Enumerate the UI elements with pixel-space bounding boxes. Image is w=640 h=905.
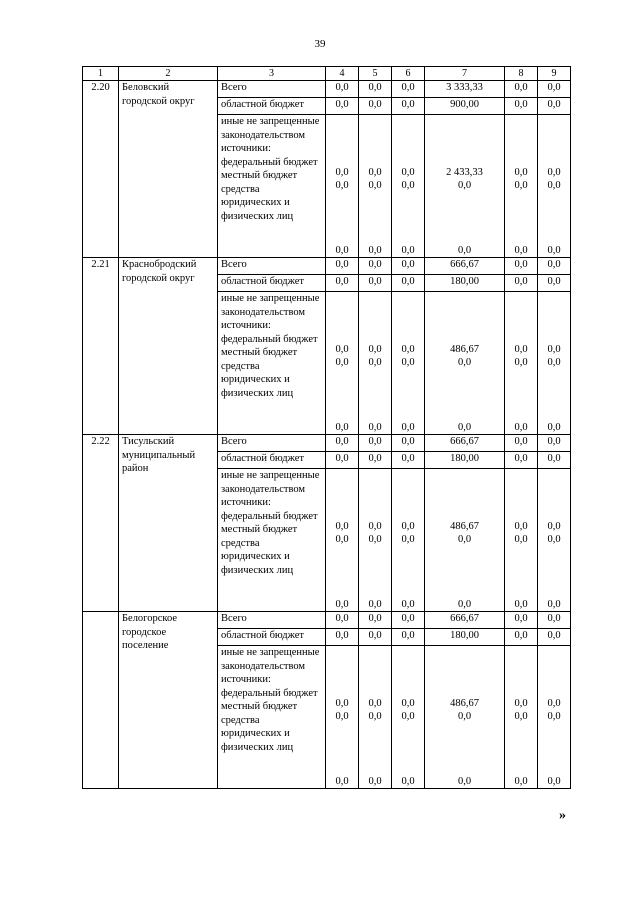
legal-value: 0,0 bbox=[368, 775, 382, 787]
federal-budget-label: федеральный бюджет bbox=[221, 333, 318, 345]
value-cell bbox=[538, 115, 571, 258]
value-cell: 0,0 bbox=[359, 81, 392, 98]
legal-entities-funds-label: средства юридических и физических лиц bbox=[221, 714, 294, 753]
table-body bbox=[83, 81, 571, 789]
value-cell: 0,0 bbox=[392, 435, 425, 452]
federal-value: 0,0 bbox=[514, 697, 528, 709]
legal-value: 0,0 bbox=[401, 421, 415, 433]
value-cell: 180,00 bbox=[425, 452, 505, 469]
value-cell: 0,0 bbox=[392, 629, 425, 646]
value-cell: 0,0 bbox=[392, 612, 425, 629]
table-row-total bbox=[83, 258, 571, 275]
local-value: 0,0 bbox=[335, 357, 349, 369]
federal-budget-label: федеральный бюджет bbox=[221, 687, 318, 699]
value-cell: 0,0 bbox=[538, 612, 571, 629]
value-cell: 666,67 bbox=[425, 612, 505, 629]
value-cell bbox=[326, 292, 359, 435]
value-cell bbox=[425, 469, 505, 612]
value-cell bbox=[425, 292, 505, 435]
funding-source-total-label: Всего bbox=[218, 81, 326, 98]
value-cell: 0,0 bbox=[359, 275, 392, 292]
other-sources-intro: иные не запрещенные законодательством источники: bbox=[221, 116, 320, 154]
value-cell: 0,0 bbox=[505, 629, 538, 646]
local-value: 0,0 bbox=[368, 180, 382, 192]
legal-value: 0,0 bbox=[514, 244, 528, 256]
legal-value: 0,0 bbox=[457, 775, 472, 787]
legal-value: 0,0 bbox=[457, 421, 472, 433]
value-cell: 0,0 bbox=[505, 81, 538, 98]
legal-value: 0,0 bbox=[335, 421, 349, 433]
value-cell: 666,67 bbox=[425, 258, 505, 275]
value-cell: 0,0 bbox=[326, 275, 359, 292]
legal-entities-funds-label: средства юридических и физических лиц bbox=[221, 183, 294, 222]
federal-value: 0,0 bbox=[514, 166, 528, 178]
value-cell: 666,67 bbox=[425, 435, 505, 452]
federal-value: 0,0 bbox=[401, 520, 415, 532]
local-value: 0,0 bbox=[457, 180, 472, 192]
value-cell: 0,0 bbox=[359, 612, 392, 629]
legal-value: 0,0 bbox=[547, 775, 561, 787]
legal-entities-funds-label: средства юридических и физических лиц bbox=[221, 537, 294, 576]
value-cell: 0,0 bbox=[392, 258, 425, 275]
value-cell: 0,0 bbox=[326, 435, 359, 452]
value-cell: 0,0 bbox=[392, 81, 425, 98]
value-cell bbox=[392, 115, 425, 258]
federal-value: 0,0 bbox=[401, 166, 415, 178]
local-value: 0,0 bbox=[547, 534, 561, 546]
legal-value: 0,0 bbox=[514, 421, 528, 433]
local-value: 0,0 bbox=[401, 534, 415, 546]
legal-value: 0,0 bbox=[368, 244, 382, 256]
federal-value: 486,67 bbox=[450, 520, 479, 532]
federal-value: 0,0 bbox=[547, 343, 561, 355]
federal-value: 486,67 bbox=[450, 697, 479, 709]
local-value: 0,0 bbox=[401, 357, 415, 369]
value-cell: 0,0 bbox=[326, 452, 359, 469]
value-cell: 0,0 bbox=[326, 81, 359, 98]
local-value: 0,0 bbox=[514, 711, 528, 723]
legal-value: 0,0 bbox=[368, 421, 382, 433]
value-cell bbox=[505, 646, 538, 789]
funding-source-total-label: Всего bbox=[218, 435, 326, 452]
value-cell: 0,0 bbox=[326, 629, 359, 646]
local-value: 0,0 bbox=[335, 711, 349, 723]
municipality-name: Тисульский муниципальный район bbox=[119, 435, 218, 612]
value-cell: 0,0 bbox=[505, 258, 538, 275]
local-value: 0,0 bbox=[457, 357, 472, 369]
column-header: 5 bbox=[359, 67, 392, 81]
federal-value: 486,67 bbox=[450, 343, 479, 355]
legal-value: 0,0 bbox=[514, 775, 528, 787]
value-cell bbox=[505, 292, 538, 435]
federal-value: 0,0 bbox=[368, 520, 382, 532]
local-value: 0,0 bbox=[514, 180, 528, 192]
value-cell bbox=[359, 292, 392, 435]
local-value: 0,0 bbox=[368, 534, 382, 546]
value-cell: 0,0 bbox=[538, 629, 571, 646]
value-cell bbox=[359, 469, 392, 612]
value-cell: 0,0 bbox=[538, 258, 571, 275]
legal-value: 0,0 bbox=[335, 598, 349, 610]
row-code bbox=[83, 612, 119, 789]
local-value: 0,0 bbox=[335, 180, 349, 192]
federal-budget-label: федеральный бюджет bbox=[221, 156, 318, 168]
federal-value: 0,0 bbox=[368, 697, 382, 709]
local-value: 0,0 bbox=[514, 534, 528, 546]
municipality-name: Белогорское городское поселение bbox=[119, 612, 218, 789]
federal-value: 0,0 bbox=[335, 166, 349, 178]
value-cell: 0,0 bbox=[359, 98, 392, 115]
value-cell bbox=[359, 115, 392, 258]
funding-source-other-label bbox=[218, 469, 326, 612]
federal-value: 0,0 bbox=[514, 343, 528, 355]
local-value: 0,0 bbox=[547, 711, 561, 723]
legal-value: 0,0 bbox=[335, 244, 349, 256]
value-cell bbox=[326, 115, 359, 258]
row-code: 2.21 bbox=[83, 258, 119, 435]
value-cell: 0,0 bbox=[505, 98, 538, 115]
legal-value: 0,0 bbox=[401, 775, 415, 787]
federal-value: 0,0 bbox=[401, 343, 415, 355]
legal-value: 0,0 bbox=[547, 421, 561, 433]
funding-source-other-label bbox=[218, 646, 326, 789]
column-header: 6 bbox=[392, 67, 425, 81]
value-cell: 180,00 bbox=[425, 629, 505, 646]
federal-value: 0,0 bbox=[547, 166, 561, 178]
table-row-total bbox=[83, 612, 571, 629]
value-cell bbox=[538, 646, 571, 789]
federal-value: 0,0 bbox=[335, 697, 349, 709]
column-header: 8 bbox=[505, 67, 538, 81]
federal-value: 0,0 bbox=[368, 343, 382, 355]
value-cell: 0,0 bbox=[392, 275, 425, 292]
federal-value: 0,0 bbox=[335, 520, 349, 532]
other-sources-intro: иные не запрещенные законодательством источники: bbox=[221, 470, 320, 508]
legal-value: 0,0 bbox=[401, 244, 415, 256]
legal-entities-funds-label: средства юридических и физических лиц bbox=[221, 360, 294, 399]
table-row-total bbox=[83, 81, 571, 98]
page-number: 39 bbox=[314, 38, 326, 50]
value-cell bbox=[392, 469, 425, 612]
value-cell: 0,0 bbox=[505, 452, 538, 469]
value-cell bbox=[326, 469, 359, 612]
local-value: 0,0 bbox=[547, 180, 561, 192]
column-header: 9 bbox=[538, 67, 571, 81]
value-cell bbox=[392, 292, 425, 435]
value-cell: 0,0 bbox=[505, 435, 538, 452]
table-row-total bbox=[83, 435, 571, 452]
other-sources-intro: иные не запрещенные законодательством источники: bbox=[221, 647, 320, 685]
value-cell: 0,0 bbox=[505, 612, 538, 629]
federal-value: 0,0 bbox=[335, 343, 349, 355]
federal-budget-label: федеральный бюджет bbox=[221, 510, 318, 522]
value-cell bbox=[538, 469, 571, 612]
federal-value: 2 433,33 bbox=[446, 166, 483, 178]
local-value: 0,0 bbox=[457, 534, 472, 546]
funding-source-other-label bbox=[218, 292, 326, 435]
legal-value: 0,0 bbox=[547, 598, 561, 610]
funding-source-other-label bbox=[218, 115, 326, 258]
municipality-name: Краснобродский городской округ bbox=[119, 258, 218, 435]
funding-source-oblast-label: областной бюджет bbox=[218, 629, 326, 646]
value-cell: 0,0 bbox=[538, 98, 571, 115]
value-cell bbox=[538, 292, 571, 435]
legal-value: 0,0 bbox=[335, 775, 349, 787]
value-cell: 0,0 bbox=[359, 258, 392, 275]
value-cell bbox=[505, 115, 538, 258]
value-cell: 0,0 bbox=[326, 258, 359, 275]
value-cell: 0,0 bbox=[359, 435, 392, 452]
value-cell: 0,0 bbox=[392, 98, 425, 115]
value-cell bbox=[425, 646, 505, 789]
column-header: 4 bbox=[326, 67, 359, 81]
value-cell bbox=[392, 646, 425, 789]
value-cell: 0,0 bbox=[538, 435, 571, 452]
value-cell bbox=[359, 646, 392, 789]
value-cell: 0,0 bbox=[359, 452, 392, 469]
local-budget-label: местный бюджет bbox=[221, 524, 298, 535]
funding-source-oblast-label: областной бюджет bbox=[218, 452, 326, 469]
column-header: 3 bbox=[218, 67, 326, 81]
value-cell bbox=[326, 646, 359, 789]
closing-quote-mark: » bbox=[559, 808, 566, 823]
value-cell: 0,0 bbox=[538, 81, 571, 98]
federal-value: 0,0 bbox=[401, 697, 415, 709]
value-cell: 0,0 bbox=[392, 452, 425, 469]
local-value: 0,0 bbox=[401, 711, 415, 723]
value-cell: 0,0 bbox=[538, 275, 571, 292]
value-cell: 180,00 bbox=[425, 275, 505, 292]
federal-value: 0,0 bbox=[514, 520, 528, 532]
funding-source-oblast-label: областной бюджет bbox=[218, 98, 326, 115]
row-code: 2.22 bbox=[83, 435, 119, 612]
column-header: 7 bbox=[425, 67, 505, 81]
local-budget-label: местный бюджет bbox=[221, 170, 298, 181]
legal-value: 0,0 bbox=[457, 244, 472, 256]
row-code: 2.20 bbox=[83, 81, 119, 258]
legal-value: 0,0 bbox=[401, 598, 415, 610]
value-cell: 0,0 bbox=[359, 629, 392, 646]
budget-table bbox=[82, 66, 571, 789]
local-value: 0,0 bbox=[547, 357, 561, 369]
local-budget-label: местный бюджет bbox=[221, 347, 298, 358]
column-number-header bbox=[83, 67, 571, 81]
legal-value: 0,0 bbox=[368, 598, 382, 610]
federal-value: 0,0 bbox=[547, 520, 561, 532]
value-cell: 0,0 bbox=[538, 452, 571, 469]
value-cell bbox=[505, 469, 538, 612]
local-value: 0,0 bbox=[368, 357, 382, 369]
other-sources-intro: иные не запрещенные законодательством источники: bbox=[221, 293, 320, 331]
local-value: 0,0 bbox=[514, 357, 528, 369]
funding-source-total-label: Всего bbox=[218, 258, 326, 275]
value-cell: 0,0 bbox=[326, 612, 359, 629]
value-cell: 0,0 bbox=[505, 275, 538, 292]
value-cell: 0,0 bbox=[326, 98, 359, 115]
column-header: 1 bbox=[83, 67, 119, 81]
local-value: 0,0 bbox=[368, 711, 382, 723]
local-value: 0,0 bbox=[457, 711, 472, 723]
local-budget-label: местный бюджет bbox=[221, 701, 298, 712]
legal-value: 0,0 bbox=[514, 598, 528, 610]
federal-value: 0,0 bbox=[368, 166, 382, 178]
funding-source-oblast-label: областной бюджет bbox=[218, 275, 326, 292]
funding-source-total-label: Всего bbox=[218, 612, 326, 629]
local-value: 0,0 bbox=[401, 180, 415, 192]
value-cell bbox=[425, 115, 505, 258]
value-cell: 900,00 bbox=[425, 98, 505, 115]
column-header: 2 bbox=[119, 67, 218, 81]
federal-value: 0,0 bbox=[547, 697, 561, 709]
municipality-name: Беловский городской округ bbox=[119, 81, 218, 258]
legal-value: 0,0 bbox=[547, 244, 561, 256]
value-cell: 3 333,33 bbox=[425, 81, 505, 98]
local-value: 0,0 bbox=[335, 534, 349, 546]
legal-value: 0,0 bbox=[457, 598, 472, 610]
